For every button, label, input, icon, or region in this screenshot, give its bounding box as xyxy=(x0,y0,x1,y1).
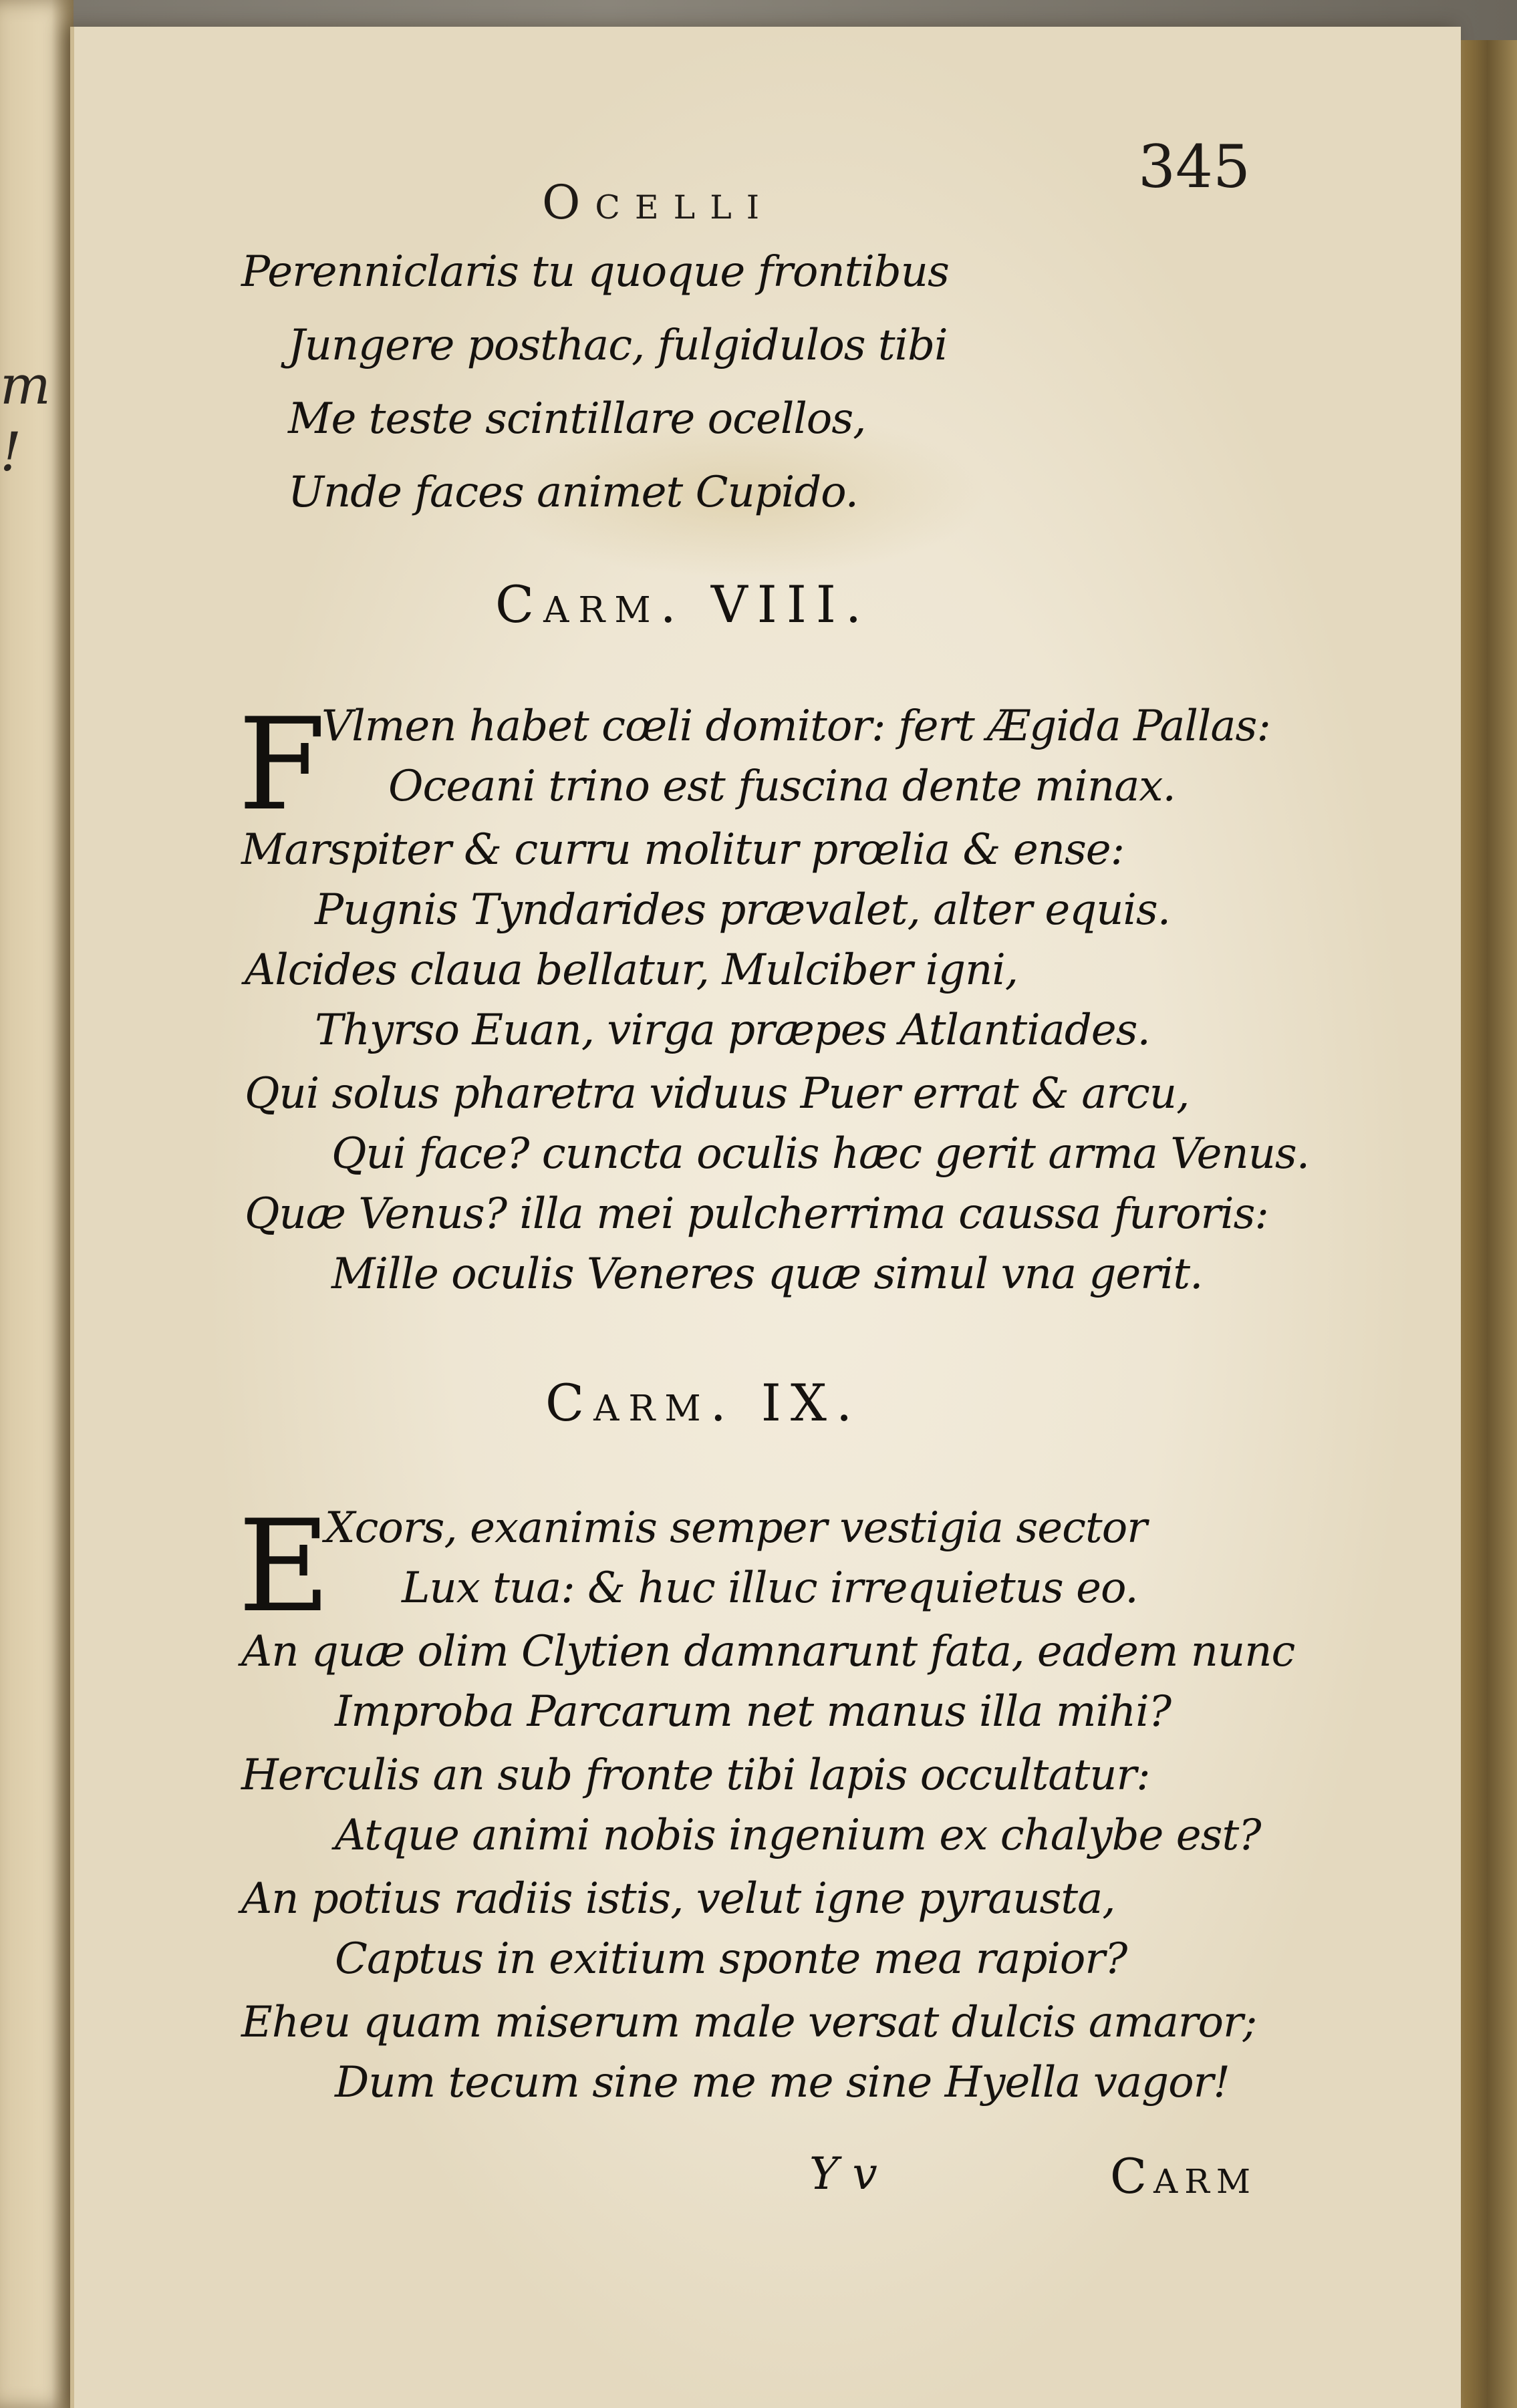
verse-line: An potius radiis istis, velut igne pyrausta, xyxy=(241,1874,1115,1924)
verse-line: Herculis an sub fronte tibi lapis occultatur: xyxy=(241,1751,1150,1800)
verse-line: Thyrso Euan, virga præpes Atlantiades. xyxy=(315,1006,1150,1055)
verse-line: Marspiter & curru molitur prœlia & ense: xyxy=(241,825,1125,875)
verse-line: An quæ olim Clytien damnarunt fata, eadem nunc xyxy=(241,1627,1295,1676)
verse-line: Perenniclaris tu quoque frontibus xyxy=(241,247,949,297)
verse-line: Alcides claua bellatur, Mulciber igni, xyxy=(245,945,1018,995)
verse-line: Mille oculis Veneres quæ simul vna gerit. xyxy=(331,1249,1203,1299)
signature-mark: Y v xyxy=(809,2148,877,2200)
verse-line: Qui solus pharetra viduus Puer errat & arcu, xyxy=(245,1069,1190,1118)
poem-heading-ix: Carm. IX. xyxy=(545,1373,862,1433)
drop-cap: F xyxy=(238,691,326,839)
verse-line: Unde faces animet Cupido. xyxy=(288,468,858,517)
verse-line: Oceani trino est fuscina dente minax. xyxy=(388,762,1176,811)
book-page xyxy=(70,27,1461,2408)
facing-page-fragment: ! xyxy=(0,421,22,483)
verse-line: Qui face? cuncta oculis hæc gerit arma Venus. xyxy=(331,1129,1310,1179)
verse-line: Captus in exitium sponte mea rapior? xyxy=(335,1934,1127,1984)
facing-page-edge xyxy=(0,0,74,2408)
verse-line: Vlmen habet cœli domitor: fert Ægida Pallas: xyxy=(321,702,1270,751)
drop-cap: E xyxy=(238,1493,331,1640)
page-number: 345 xyxy=(1138,132,1250,201)
verse-line: Pugnis Tyndarides prævalet, alter equis. xyxy=(315,885,1171,935)
verse-line: Atque animi nobis ingenium ex chalybe est? xyxy=(335,1811,1261,1860)
facing-page-fragment: m xyxy=(0,354,51,416)
verse-line: Quæ Venus? illa mei pulcherrima caussa furoris: xyxy=(245,1189,1268,1239)
verse-line: Me teste scintillare ocellos, xyxy=(288,394,866,444)
verse-line: Jungere posthac, fulgidulos tibi xyxy=(288,321,948,370)
running-head: Ocelli xyxy=(542,175,775,230)
catchword: Carm xyxy=(1110,2148,1258,2204)
verse-line: Xcors, exanimis semper vestigia sector xyxy=(325,1503,1147,1553)
verse-line: Lux tua: & huc illuc irrequietus eo. xyxy=(402,1563,1138,1613)
verse-line: Improba Parcarum net manus illa mihi? xyxy=(335,1687,1171,1737)
verse-line: Eheu quam miserum male versat dulcis amaror; xyxy=(241,1998,1257,2047)
poem-heading-viii: Carm. VIII. xyxy=(495,575,871,634)
verse-line: Dum tecum sine me me sine Hyella vagor! xyxy=(335,2058,1230,2107)
